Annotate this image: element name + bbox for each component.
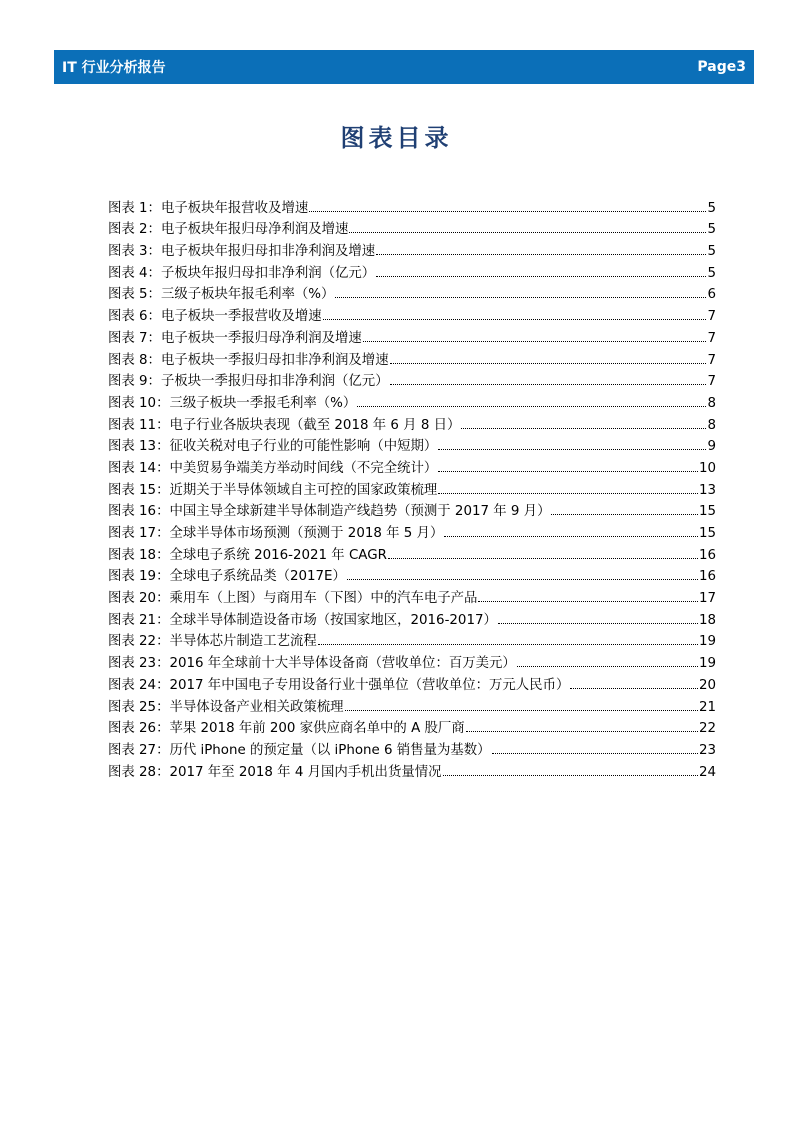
toc-entry[interactable] bbox=[108, 736, 716, 758]
toc-entry[interactable] bbox=[108, 476, 716, 498]
dot-leader bbox=[323, 319, 707, 320]
toc-entry[interactable] bbox=[108, 758, 716, 780]
toc-entry[interactable] bbox=[108, 194, 716, 216]
toc-entry-title: 图表 3：电子板块年报归母扣非净利润及增速 bbox=[108, 244, 376, 260]
toc-entry-title: 图表 25：半导体设备产业相关政策梳理 bbox=[108, 699, 344, 715]
dot-leader bbox=[478, 601, 698, 602]
dot-leader bbox=[492, 753, 698, 754]
dot-leader bbox=[347, 579, 698, 580]
toc-entry[interactable] bbox=[108, 237, 716, 259]
toc-entry-page-number: 15 bbox=[698, 526, 716, 541]
toc-entry-page-number: 8 bbox=[707, 417, 716, 433]
toc-entry-title: 图表 9：子板块一季报归母扣非净利润（亿元） bbox=[108, 374, 389, 390]
toc-entry[interactable] bbox=[108, 628, 716, 650]
dot-leader bbox=[443, 775, 698, 776]
toc-entry-page-number: 9 bbox=[707, 439, 716, 455]
toc-entry[interactable] bbox=[108, 693, 716, 715]
dot-leader bbox=[363, 341, 707, 342]
toc-entry[interactable] bbox=[108, 584, 716, 606]
report-header-bar bbox=[54, 50, 754, 84]
dot-leader bbox=[349, 232, 706, 233]
toc-entry-title: 图表 8：电子板块一季报归母扣非净利润及增速 bbox=[108, 352, 389, 368]
page-title: 图表目录 bbox=[340, 123, 453, 152]
toc-entry-page-number: 16 bbox=[698, 569, 716, 585]
toc-entry-title: 图表 24：2017 年中国电子专用设备行业十强单位（营收单位：万元人民币） bbox=[108, 677, 570, 693]
toc-entry-page-number: 5 bbox=[707, 200, 716, 216]
toc-entry-page-number: 7 bbox=[707, 374, 716, 390]
toc-entry[interactable] bbox=[108, 259, 716, 281]
toc-entry-title: 图表 4：子板块年报归母扣非净利润（亿元） bbox=[108, 265, 376, 281]
toc-entry[interactable] bbox=[108, 563, 716, 585]
page-label: Page3 bbox=[697, 59, 746, 75]
toc-entry-page-number: 24 bbox=[698, 764, 716, 780]
toc-entry-title: 图表 15：近期关于半导体领域自主可控的国家政策梳理 bbox=[108, 482, 438, 498]
dot-leader bbox=[335, 297, 706, 298]
toc-entry[interactable] bbox=[108, 281, 716, 303]
toc-entry-page-number: 7 bbox=[707, 330, 716, 346]
toc-entry-title: 图表 10：三级子板块一季报毛利率（%） bbox=[108, 395, 357, 411]
dot-leader bbox=[376, 276, 706, 277]
toc-entry[interactable] bbox=[108, 715, 716, 737]
toc-entry[interactable] bbox=[108, 324, 716, 346]
dot-leader bbox=[345, 710, 698, 711]
toc-entry[interactable] bbox=[108, 454, 716, 476]
dot-leader bbox=[318, 644, 698, 645]
toc-entry[interactable] bbox=[108, 498, 716, 520]
toc-entry-page-number: 23 bbox=[698, 742, 716, 758]
toc-entry[interactable] bbox=[108, 302, 716, 324]
toc-entry-page-number: 5 bbox=[707, 244, 716, 260]
dot-leader bbox=[444, 536, 698, 537]
toc-entry-page-number: 5 bbox=[707, 222, 716, 238]
toc-entry[interactable] bbox=[108, 411, 716, 433]
toc-entry-title: 图表 28：2017 年至 2018 年 4 月国内手机出货量情况 bbox=[108, 764, 442, 780]
toc-entry-page-number: 18 bbox=[698, 612, 716, 628]
toc-entry-title: 图表 22：半导体芯片制造工艺流程 bbox=[108, 634, 317, 650]
toc-entry-page-number: 7 bbox=[707, 309, 716, 325]
dot-leader bbox=[438, 471, 698, 472]
toc-entry-title: 图表 17：全球半导体市场预测（预测于 2018 年 5 月） bbox=[108, 526, 444, 541]
toc-entry[interactable] bbox=[108, 606, 716, 628]
dot-leader bbox=[390, 384, 707, 385]
toc-entry-page-number: 16 bbox=[698, 547, 716, 563]
toc-entry-page-number: 5 bbox=[707, 265, 716, 281]
toc-entry-title: 图表 7：电子板块一季报归母净利润及增速 bbox=[108, 330, 362, 346]
toc-entry-title: 图表 2：电子板块年报归母净利润及增速 bbox=[108, 222, 349, 238]
toc-entry-page-number: 8 bbox=[707, 395, 716, 411]
toc-entry-title: 图表 1：电子板块年报营收及增速 bbox=[108, 200, 309, 216]
toc-entry-page-number: 17 bbox=[698, 591, 716, 607]
dot-leader bbox=[551, 514, 697, 515]
toc-entry-title: 图表 21：全球半导体制造设备市场（按国家地区，2016-2017） bbox=[108, 612, 497, 628]
toc-entry[interactable] bbox=[108, 368, 716, 390]
toc-entry-page-number: 19 bbox=[698, 634, 716, 650]
dot-leader bbox=[438, 493, 698, 494]
dot-leader bbox=[376, 254, 706, 255]
dot-leader bbox=[357, 406, 706, 407]
toc-entry[interactable] bbox=[108, 541, 716, 563]
toc-entry-title: 图表 5：三级子板块年报毛利率（%） bbox=[108, 287, 335, 303]
toc-entry[interactable] bbox=[108, 216, 716, 238]
toc-entry-page-number: 21 bbox=[698, 699, 716, 715]
toc-entry[interactable] bbox=[108, 671, 716, 693]
toc-entry-page-number: 6 bbox=[707, 287, 716, 303]
toc-entry-title: 图表 26：苹果 2018 年前 200 家供应商名单中的 A 股厂商 bbox=[108, 721, 465, 737]
toc-entry-page-number: 20 bbox=[698, 677, 716, 693]
toc-entry[interactable] bbox=[108, 649, 716, 671]
toc-entry-title: 图表 13：征收关税对电子行业的可能性影响（中短期） bbox=[108, 439, 438, 455]
toc-entry-page-number: 15 bbox=[698, 504, 716, 520]
toc-entry[interactable] bbox=[108, 389, 716, 411]
toc-entry-title: 图表 19：全球电子系统品类（2017E） bbox=[108, 569, 346, 585]
dot-leader bbox=[388, 558, 698, 559]
dot-leader bbox=[438, 449, 706, 450]
dot-leader bbox=[517, 666, 698, 667]
toc-entry-page-number: 13 bbox=[698, 482, 716, 498]
toc-entry-title: 图表 6：电子板块一季报营收及增速 bbox=[108, 309, 322, 325]
dot-leader bbox=[498, 623, 698, 624]
toc-entry-page-number: 10 bbox=[698, 460, 716, 476]
dot-leader bbox=[461, 428, 706, 429]
dot-leader bbox=[466, 731, 698, 732]
toc-entry[interactable] bbox=[108, 346, 716, 368]
report-title: IT 行业分析报告 bbox=[62, 60, 166, 76]
toc-entry-title: 图表 16：中国主导全球新建半导体制造产线趋势（预测于 2017 年 9 月） bbox=[108, 504, 551, 520]
toc-entry-title: 图表 11：电子行业各版块表现（截至 2018 年 6 月 8 日） bbox=[108, 417, 461, 433]
toc-entry-page-number: 19 bbox=[698, 656, 716, 672]
toc-entry-title: 图表 14：中美贸易争端美方举动时间线（不完全统计） bbox=[108, 460, 438, 476]
dot-leader bbox=[570, 688, 698, 689]
figure-table-of-contents bbox=[108, 194, 716, 780]
toc-entry[interactable] bbox=[108, 519, 716, 541]
toc-entry-page-number: 7 bbox=[707, 352, 716, 368]
dot-leader bbox=[390, 363, 707, 364]
toc-entry-title: 图表 18：全球电子系统 2016-2021 年 CAGR bbox=[108, 547, 387, 563]
toc-entry-title: 图表 20：乘用车（上图）与商用车（下图）中的汽车电子产品 bbox=[108, 591, 478, 607]
toc-entry[interactable] bbox=[108, 433, 716, 455]
toc-entry-page-number: 22 bbox=[698, 721, 716, 737]
toc-entry-title: 图表 27：历代 iPhone 的预定量（以 iPhone 6 销售量为基数） bbox=[108, 742, 491, 758]
dot-leader bbox=[309, 211, 706, 212]
toc-entry-title: 图表 23：2016 年全球前十大半导体设备商（营收单位：百万美元） bbox=[108, 656, 516, 672]
